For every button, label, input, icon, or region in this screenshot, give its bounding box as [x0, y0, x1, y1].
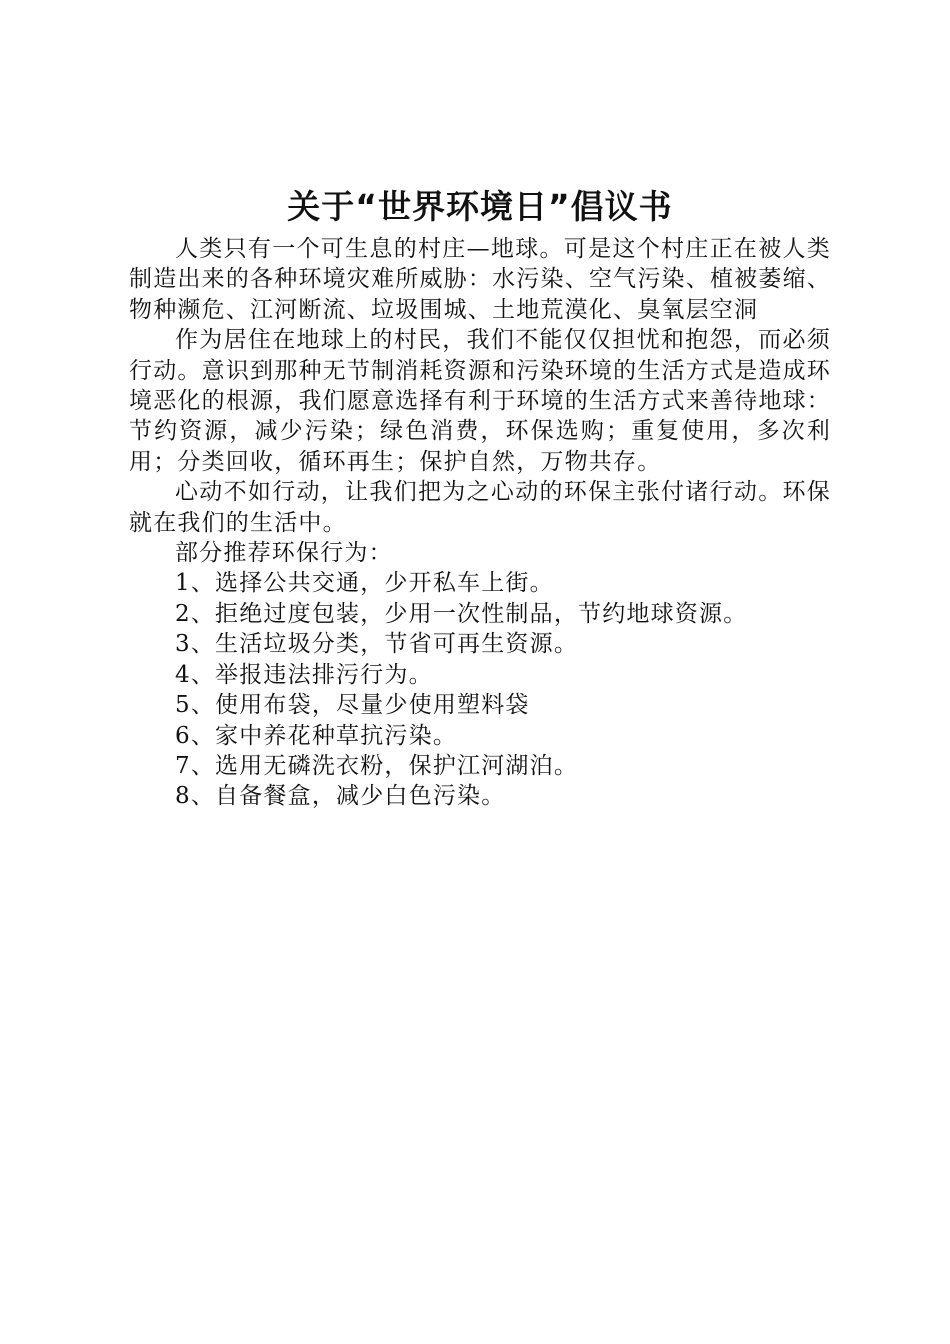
paragraph-intro: 人类只有一个可生息的村庄—地球。可是这个村庄正在被人类制造出来的各种环境灾难所威胁：水污染、空气污染、植被萎缩、物种濒危、江河断流、垃圾围城、土地荒漠化、臭氧层空洞	[129, 236, 831, 323]
recommendation-item: 7、选用无磷洗衣粉，保护江河湖泊。	[175, 752, 579, 779]
recommendation-list	[129, 568, 831, 811]
recommendation-item: 1、选择公共交通，少开私车上街。	[175, 570, 554, 597]
recommendation-item: 4、举报违法排污行为。	[175, 661, 433, 688]
document-title: 关于“世界环境日”倡议书	[287, 187, 673, 226]
recommendation-item: 5、使用布袋，尽量少使用塑料袋	[175, 692, 530, 719]
recommendation-item: 2、拒绝过度包装，少用一次性制品，节约地球资源。	[175, 600, 748, 627]
paragraph-call: 心动不如行动，让我们把为之心动的环保主张付诸行动。环保就在我们的生活中。	[129, 479, 831, 536]
document-content	[129, 184, 831, 812]
recommendation-item: 3、生活垃圾分类，节省可再生资源。	[175, 631, 579, 658]
recommendation-item: 6、家中养花种草抗污染。	[175, 722, 458, 749]
recommendation-item: 8、自备餐盒，减少白色污染。	[175, 783, 506, 810]
recommendation-heading: 部分推荐环保行为：	[175, 540, 393, 567]
paragraph-action: 作为居住在地球上的村民，我们不能仅仅担忧和抱怨，而必须行动。意识到那种无节制消耗资源和污染环境的生活方式是造成环境恶化的根源，我们愿意选择有利于环境的生活方式来善待地球：节约资源，减少污染；绿色消费，环保选购；重复使用，多次利用；分类回收，循环再生；保护自然，万物共存。	[129, 327, 831, 475]
